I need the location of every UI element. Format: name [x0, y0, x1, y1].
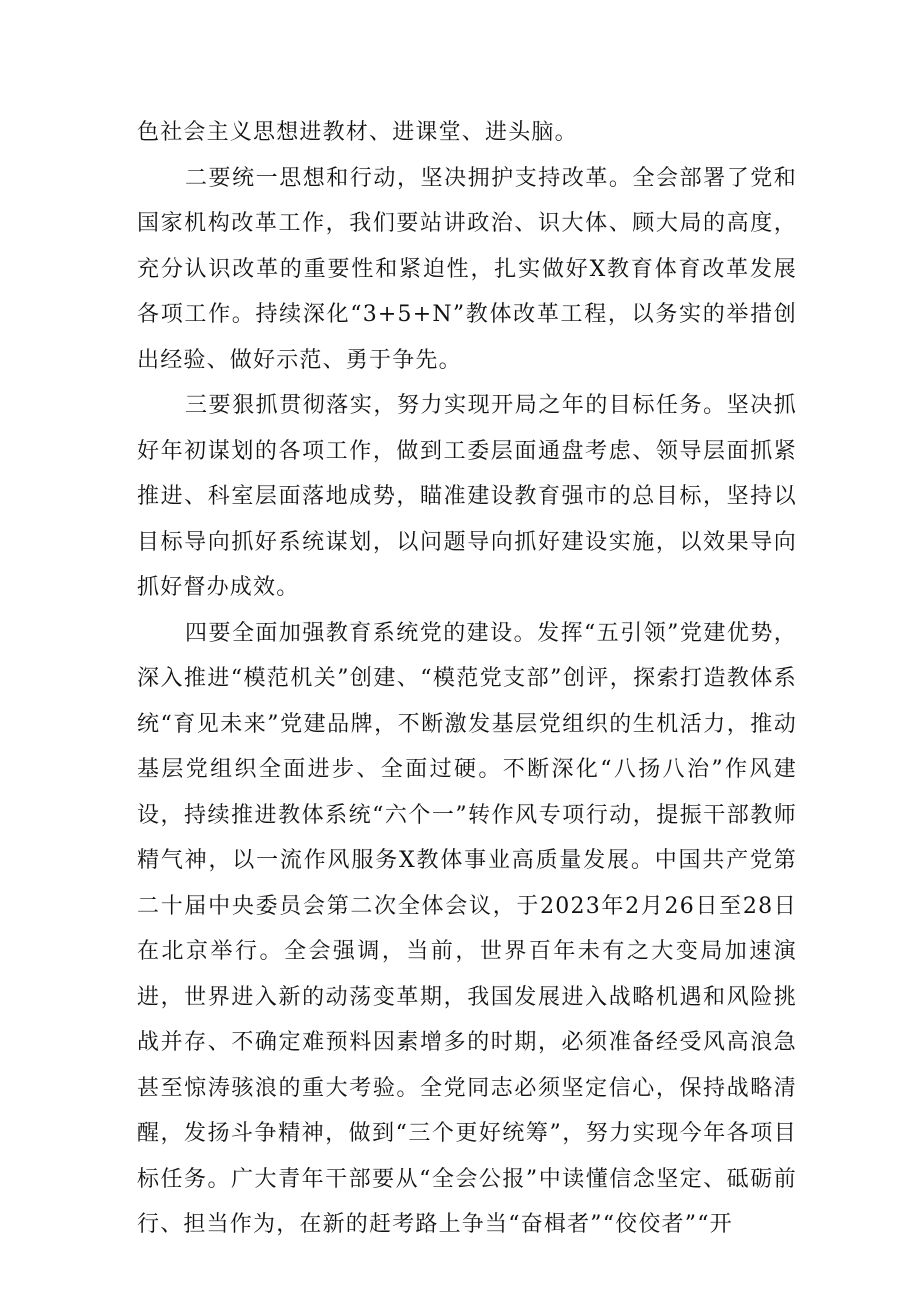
document-body — [137, 110, 797, 1248]
paragraph-continuation: 色社会主义思想进教材、进课堂、进头脑。 — [137, 120, 578, 145]
paragraph-party-building: 四要全面加强教育系统党的建设。发挥“五引领”党建优势，深入推进“模范机关”创建、“模范党支部”创评，探索打造教体系统“育见未来”党建品牌，不断激发基层党组织的生机活力，推动基层党组织全面进步、全面过硬。不断深化“八扬八治”作风建设，持续推进教体系统“六个一”转作风专项行动，提振干部教师精气神，以一流作风服务X教体事业高质量发展。中国共产党第二十届中央委员会第二次全体会议，于2023年2月26日至28日在北京举行。全会强调，当前，世界百年未有之大变局加速演进，世界进入新的动荡变革期，我国发展进入战略机遇和风险挑战并存、不确定难预料因素增多的时期，必须准备经受风高浪急甚至惊涛骇浪的重大考验。全党同志必须坚定信心，保持战略清醒，发扬斗争精神，做到“三个更好统筹”，努力实现今年各项目标任务。广大青年干部要从“全会公报”中读懂信念坚定、砥砺前行、担当作为，在新的赶考路上争当“奋楫者”“佼佼者”“开 — [137, 620, 797, 1237]
paragraph-implementation: 三要狠抓贯彻落实，努力实现开局之年的目标任务。坚决抓好年初谋划的各项工作，做到工委层面通盘考虑、领导层面抓紧推进、科室层面落地成势，瞄准建设教育强市的总目标，坚持以目标导向抓好系统谋划，以问题导向抓好建设实施，以效果导向抓好督办成效。 — [137, 393, 797, 600]
paragraph-reform: 二要统一思想和行动，坚决拥护支持改革。全会部署了党和国家机构改革工作，我们要站讲政治、识大体、顾大局的高度，充分认识改革的重要性和紧迫性，扎实做好X教育体育改革发展各项工作。持续深化“3+5+N”教体改革工程，以务实的举措创出经验、做好示范、勇于争先。 — [137, 165, 797, 373]
